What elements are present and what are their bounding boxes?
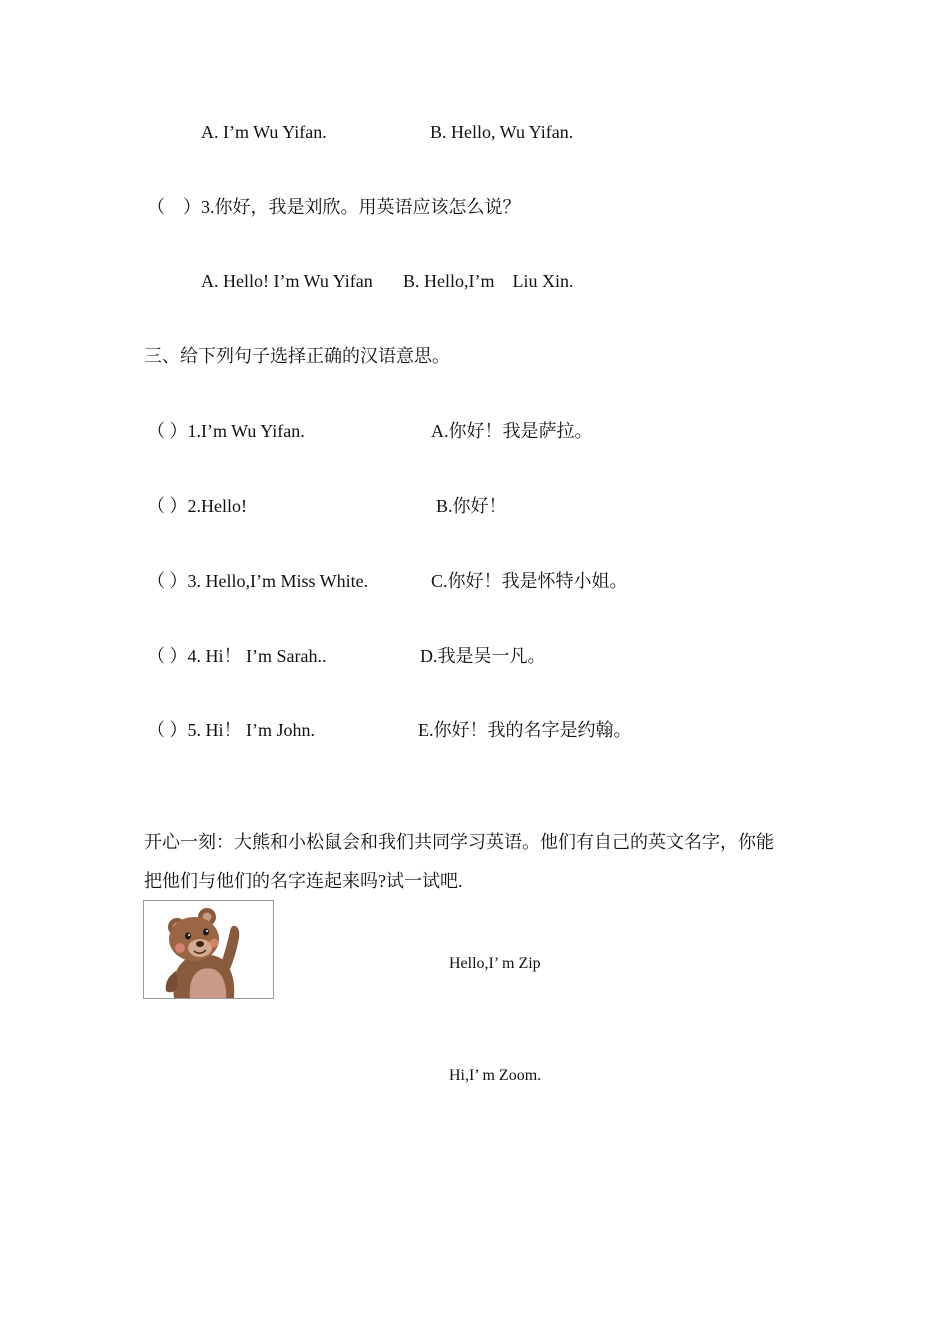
q3-option-a: A. Hello! I’m Wu Yifan: [201, 271, 373, 291]
name-option-zoom: Hi,I’ m Zoom.: [449, 1067, 542, 1084]
section3-item-1-left: （ ）1.I’m Wu Yifan.: [147, 421, 305, 441]
q3-prompt: （ ）3.你好，我是刘欣。用英语应该怎么说？: [147, 197, 521, 217]
q2-option-b: B. Hello, Wu Yifan.: [430, 122, 574, 142]
bear-icon: [144, 901, 273, 998]
section3-item-4-right: D.我是吴一凡。: [420, 646, 546, 666]
section3-title: 三、给下列句子选择正确的汉语意思。: [144, 346, 450, 366]
section3-item-1-right: A.你好！我是萨拉。: [431, 421, 593, 441]
section3-item-2-right: B.你好！: [436, 496, 507, 516]
section3-item-2-left: （ ）2.Hello!: [147, 496, 247, 516]
name-option-zip: Hello,I’ m Zip: [449, 955, 541, 972]
section3-item-3-right: C.你好！我是怀特小姐。: [431, 571, 628, 591]
q3-option-b: B. Hello,I’m Liu Xin.: [403, 271, 574, 291]
section3-item-3-left: （ ）3. Hello,I’m Miss White.: [147, 571, 369, 591]
fun-intro-line2: 把他们与他们的名字连起来吗?试一试吧.: [144, 871, 463, 891]
section3-item-5-left: （ ）5. Hi！ I’m John.: [147, 720, 315, 740]
fun-intro-line1: 开心一刻：大熊和小松鼠会和我们共同学习英语。他们有自己的英文名字，你能: [144, 832, 774, 852]
section3-item-4-left: （ ）4. Hi！ I’m Sarah..: [147, 646, 327, 666]
section3-item-5-right: E.你好！我的名字是约翰。: [418, 720, 632, 740]
bear-picture: [143, 900, 274, 999]
q2-option-a: A. I’m Wu Yifan.: [201, 122, 327, 142]
